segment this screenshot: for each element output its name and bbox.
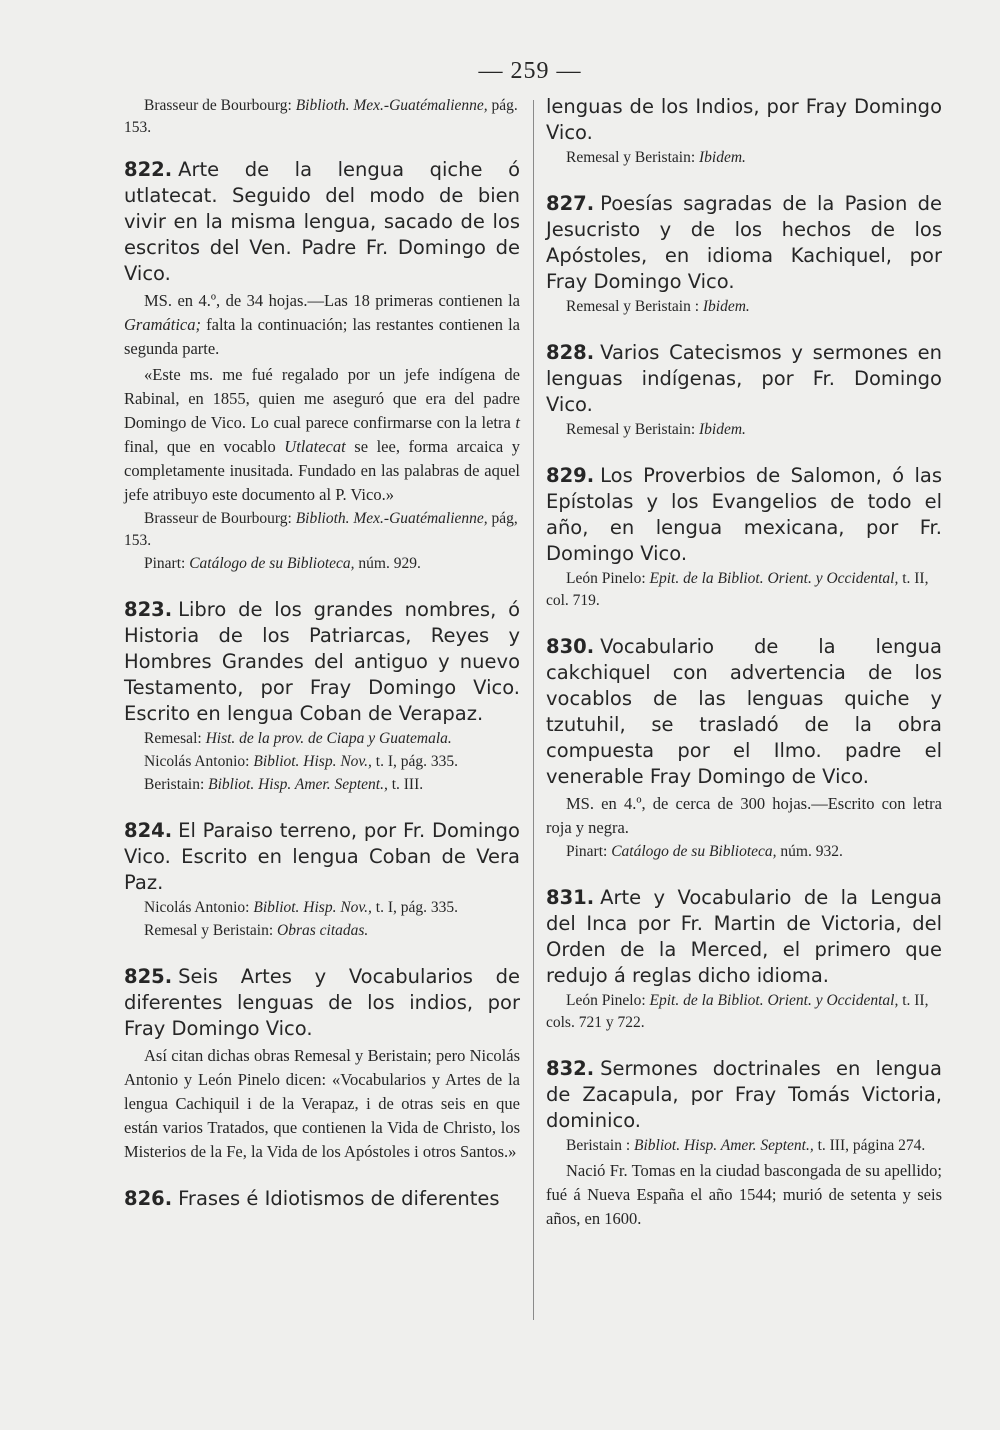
note-text: se lee, forma arcaica y completamente inusitada. Fundado en las palabras de aquel jefe atribuyo este documento al P. Vico.» [124,437,521,504]
ref-work: Catálogo de su Biblioteca, [611,843,777,860]
entry-number: 825. [124,965,173,988]
entry-title [124,597,520,727]
ref-author: Brasseur de Bourbourg: [144,97,292,114]
entry-title [546,463,942,567]
ref-author: Pinart: [566,843,608,860]
ref-work: Ibidem. [702,298,750,315]
entry-title-text: El Paraiso terreno, por Fr. Domingo Vico. Escrito en lengua Coban de Vera Paz. [124,819,520,894]
entry-title [124,157,520,287]
ref-work: Bibliot. Hisp. Nov., [253,899,372,916]
entry-829 [546,463,942,612]
ref-author: Remesal y Beristain: [566,421,696,438]
left-column [124,94,520,1234]
entry-title-text: Poesías sagradas de la Pasion de Jesucristo y de los hechos de los Apóstoles, en idioma Kachiquel, por Fray Domingo Vico. [546,192,942,293]
ref-work: Epit. de la Bibliot. Orient. y Occidental, [649,992,899,1009]
entry-number: 824. [124,819,173,842]
page-number: — 259 — [478,58,582,84]
reference-line [546,296,942,318]
ref-author: Beristain : [566,1137,631,1154]
entry-number: 832. [546,1057,595,1080]
entry-title-text: Arte y Vocabulario de la Lengua del Inca por Fr. Martin de Victoria, del Orden de la Merced, el primero que redujo á reglas dicho idioma. [546,886,942,987]
entry-title [546,1056,942,1134]
reference-line [546,1135,942,1157]
reference-line [124,751,520,773]
ref-work: Bibliot. Hisp. Amer. Septent., [634,1137,814,1154]
reference-line [546,990,942,1034]
note-text: MS. en 4.º, de 34 hojas.—Las 18 primeras contienen la [144,291,520,310]
ref-author: Remesal y Beristain : [566,298,700,315]
entry-title [546,191,942,295]
ref-author: Remesal: [144,730,202,747]
note-italic: Gramática; [124,315,201,334]
entry-827 [546,191,942,318]
entry-title-text: Arte de la lengua qiche ó utlatecat. Seguido del modo de bien vivir en la misma lengua, sacado de los escritos del Ven. Padre Fr. Domingo de Vico. [124,158,520,285]
right-column [546,94,942,1253]
ref-author: Nicolás Antonio: [144,899,250,916]
reference-line [546,419,942,441]
ref-work: Biblioth. Mex.-Guatémalienne, [295,510,488,527]
reference-line [546,147,942,169]
ref-location: t. III. [391,776,424,793]
entry-828 [546,340,942,441]
entry-823 [124,597,520,796]
ref-work: Bibliot. Hisp. Amer. Septent., [208,776,388,793]
ref-work: Biblioth. Mex.-Guatémalienne, [295,97,488,114]
entry-title [546,634,942,790]
reference-line [124,95,520,139]
ref-location: núm. 929. [358,555,421,572]
entry-822 [124,157,520,575]
entry-title-text: Vocabulario de la lengua cakchiquel con advertencia de los vocablos de las lenguas quiche y tzutuhil, se trasladó de la obra compuesta por el Ilmo. padre el venerable Fray Domingo de Vico. [546,635,942,788]
entry-831 [546,885,942,1034]
entry-title-text: Varios Catecismos y sermones en lenguas indígenas, por Fr. Domingo Vico. [546,341,942,416]
reference-line [124,508,520,552]
ref-work: Catálogo de su Biblioteca, [189,555,355,572]
ref-work: Hist. de la prov. de Ciapa y Guatemala. [205,730,452,747]
intro-reference [124,95,520,139]
reference-line [124,728,520,750]
ref-location: t. II, cols. 721 y 722. [546,992,929,1031]
reference-line [124,553,520,575]
note-text: final, que en vocablo [124,437,276,456]
entry-title-text: Seis Artes y Vocabularios de diferentes lenguas de los indios, por Fray Domingo Vico. [124,965,520,1040]
ref-author: Remesal y Beristain: [144,922,274,939]
entry-number: 826. [124,1187,173,1210]
entry-830 [546,634,942,863]
entry-title-text: Sermones doctrinales en lengua de Zacapula, por Fray Tomás Victoria, dominico. [546,1057,942,1132]
entry-title [124,1186,520,1212]
entry-note [124,289,520,361]
entry-number: 827. [546,192,595,215]
entry-title-text: Los Proverbios de Salomon, ó las Epístolas y los Evangelios de todo el año, en lengua mexicana, por Fr. Domingo Vico. [546,464,942,565]
entry-title [546,340,942,418]
ref-location: núm. 932. [780,843,843,860]
reference-line [124,897,520,919]
entry-title [124,964,520,1042]
ref-location: t. II, col. 719. [546,570,929,609]
ref-location: t. I, pág. 335. [375,899,459,916]
entry-note: Así citan dichas obras Remesal y Beristain; pero Nicolás Antonio y León Pinelo dicen: «Vocabularios y Artes de la lengua Cachiquil i de la Verapaz, i de otras seis en que están varios Tratados, que contienen la Vida de Christo, los Misterios de la Fe, la Vida de los Apóstoles i otros Santos.» [124,1046,520,1161]
ref-work: Ibidem. [699,421,746,438]
ref-work: Ibidem. [699,149,746,166]
ref-author: Brasseur de Bourbourg: [144,510,292,527]
note-text: «Este ms. me fué regalado por un jefe indígena de Rabinal, en 1855, quien me aseguró que era del padre Domingo de Vico. Lo cual parece confirmarse con la letra [124,365,520,432]
entry-title [546,885,942,989]
entry-number: 828. [546,341,595,364]
ref-author: León Pinelo: [566,992,646,1009]
ref-location: pág, 153. [124,510,518,549]
entry-824 [124,818,520,942]
ref-location: t. I, pág. 335. [375,753,459,770]
entry-number: 830. [546,635,595,658]
note-text: falta la continuación; las restantes contienen la segunda parte. [124,315,520,358]
ref-work: Obras citadas. [277,922,369,939]
reference-line [546,568,942,612]
ref-author: Nicolás Antonio: [144,753,250,770]
reference-line [124,920,520,942]
column-divider [533,100,534,1320]
entry-number: 829. [546,464,595,487]
entry-note: MS. en 4.º, de cerca de 300 hojas.—Escrito con letra roja y negra. [546,794,942,837]
entry-title-text: lenguas de los Indios, por Fray Domingo Vico. [546,95,942,144]
ref-author: Pinart: [144,555,186,572]
ref-work: Epit. de la Bibliot. Orient. y Occidental, [649,570,899,587]
ref-location: t. III, página 274. [817,1137,926,1154]
ref-author: León Pinelo: [566,570,646,587]
entry-832 [546,1056,942,1231]
ref-work: Bibliot. Hisp. Nov., [253,753,372,770]
entry-number: 831. [546,886,595,909]
entry-826-continued [546,94,942,169]
ref-location: pág. 153. [124,97,518,136]
entry-number: 822. [124,158,173,181]
entry-826 [124,1186,520,1212]
entry-title-text: Libro de los grandes nombres, ó Historia de los Patriarcas, Reyes y Hombres Grandes del antiguo y nuevo Testamento, por Fray Domingo Vico. Escrito en lengua Coban de Verapaz. [124,598,520,725]
ref-author: Remesal y Beristain: [566,149,696,166]
note-italic: t [515,413,520,432]
entry-number: 823. [124,598,173,621]
entry-quote [124,363,520,507]
reference-line [124,774,520,796]
note-italic: Utlatecat [284,437,346,456]
entry-title-text: Frases é Idiotismos de diferentes [178,1187,500,1210]
entry-title [124,818,520,896]
reference-line [546,841,942,863]
entry-note: Nació Fr. Tomas en la ciudad bascongada de su apellido; fué á Nueva España el año 1544; murió de setenta y seis años, en 1600. [546,1161,942,1228]
entry-825 [124,964,520,1164]
ref-author: Beristain: [144,776,205,793]
